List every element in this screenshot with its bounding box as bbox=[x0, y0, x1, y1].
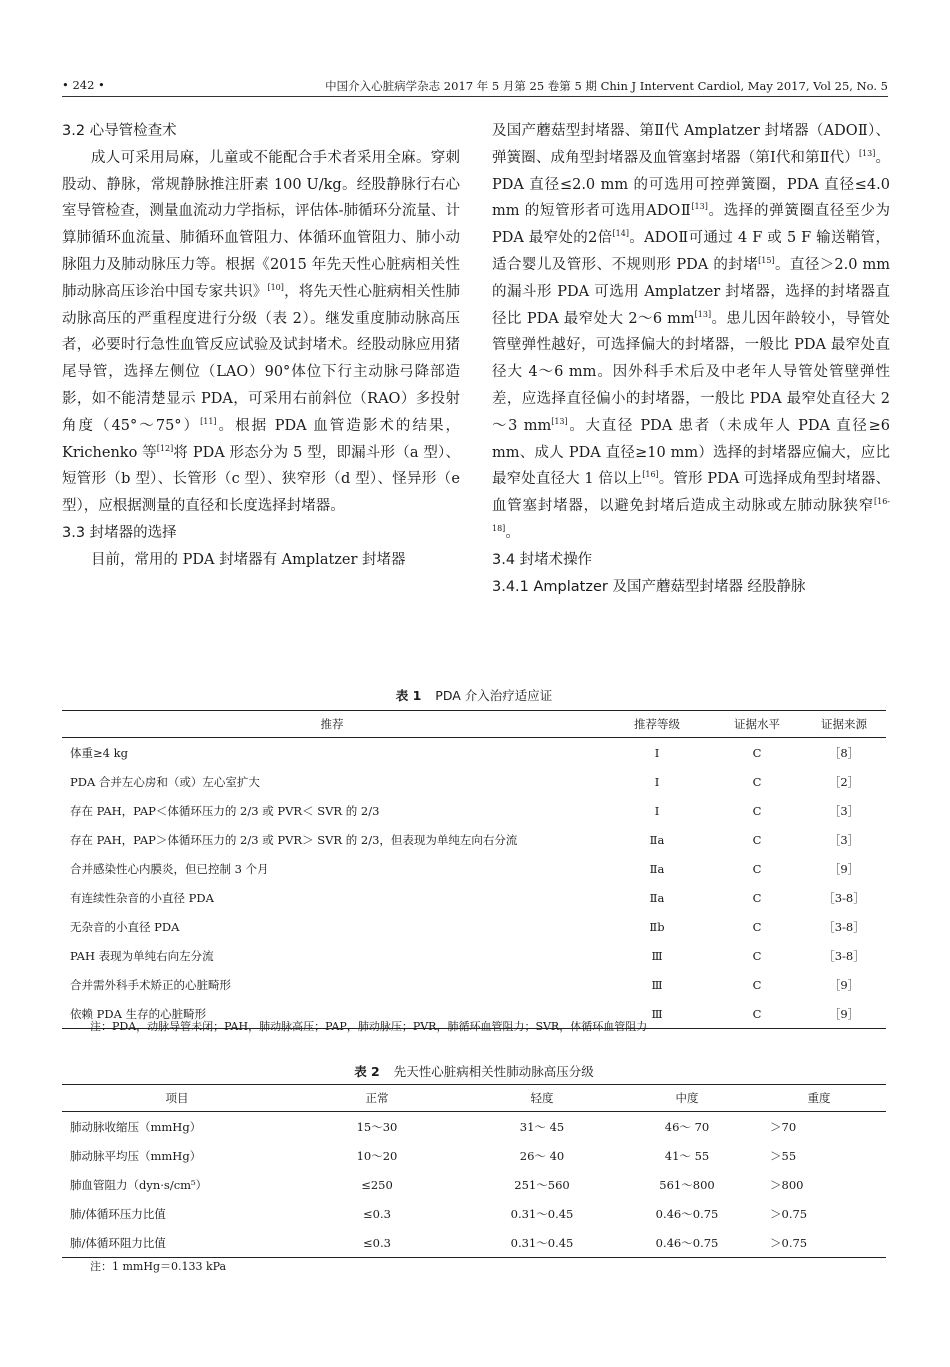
table2-label: 表 2 bbox=[354, 1064, 380, 1079]
table-row bbox=[62, 1228, 886, 1258]
table-cell: 依赖 PDA 生存的心脏畸形 bbox=[62, 999, 602, 1029]
table-cell: Ⅱa bbox=[649, 861, 665, 876]
table-cell: Ⅱa bbox=[649, 832, 665, 847]
table-cell: 31～ 45 bbox=[519, 1119, 565, 1134]
table-cell: ［9］ bbox=[828, 861, 860, 876]
table-cell: Ⅲ bbox=[651, 977, 663, 992]
paragraph-catheterization bbox=[62, 145, 460, 520]
table-cell: 0.46～0.75 bbox=[655, 1206, 719, 1221]
table-cell: 0.31～0.45 bbox=[510, 1206, 574, 1221]
text-run: 。PDA 直径≤2.0 mm 的可选用可控弹簧圈，PDA 直径≤4.0 mm 的短管形者可选用ADOⅡ bbox=[492, 149, 890, 220]
column-header: 项目 bbox=[62, 1085, 292, 1112]
table-cell: C bbox=[752, 861, 762, 876]
column-header: 中度 bbox=[622, 1085, 752, 1112]
table-cell: 10～20 bbox=[356, 1148, 398, 1163]
table-cell: Ⅰ bbox=[654, 774, 660, 789]
table-row bbox=[62, 1199, 886, 1228]
text-run: 。选择的弹簧圈直径至少为 PDA 最窄处的2倍 bbox=[492, 203, 890, 247]
table-cell: ≤0.3 bbox=[292, 1228, 462, 1258]
table-header-row bbox=[62, 1085, 886, 1112]
table-cell: ［3-8］ bbox=[823, 890, 865, 905]
table-row bbox=[62, 912, 886, 941]
table-cell: 合并感染性心内膜炎，但已控制 3 个月 bbox=[70, 861, 269, 876]
text-run: 。 bbox=[505, 524, 520, 541]
table2-body bbox=[62, 1112, 886, 1258]
column-header: 证据水平 bbox=[712, 711, 802, 738]
table-cell: C bbox=[752, 948, 762, 963]
text-run: 。直径＞2.0 mm的漏斗形 PDA 可选用 Amplatzer 封堵器，选择的封堵器直径比 PDA 最窄处大 2～6 mm bbox=[492, 256, 890, 327]
table-cell: ［8］ bbox=[828, 745, 860, 760]
table-header-row bbox=[62, 711, 886, 738]
table-cell: ［3-8］ bbox=[823, 948, 865, 963]
table-cell: PAH 表现为单纯右向左分流 bbox=[70, 948, 214, 963]
citation-ref: [16-18] bbox=[492, 497, 890, 533]
table-cell: 肺血管阻力（dyn·s/cm⁵） bbox=[70, 1177, 208, 1192]
table-cell: 0.46～0.75 bbox=[622, 1228, 752, 1258]
column-header: 证据来源 bbox=[802, 711, 886, 738]
table-row bbox=[62, 1170, 886, 1199]
table-cell: 0.31～0.45 bbox=[462, 1228, 622, 1258]
table-cell: 肺/体循环压力比值 bbox=[70, 1206, 166, 1221]
table-cell: 合并需外科手术矫正的心脏畸形 bbox=[70, 977, 231, 992]
table-cell: Ⅰ bbox=[654, 803, 660, 818]
table-cell: C bbox=[752, 745, 762, 760]
journal-citation: 中国介入心脏病学杂志 2017 年 5 月第 25 卷第 5 期 Chin J Intervent Cardiol, May 2017, Vol 25, No. 5 bbox=[325, 79, 888, 93]
column-header: 推荐 bbox=[62, 711, 602, 738]
table2-note: 注：1 mmHg＝0.133 kPa bbox=[90, 1260, 227, 1273]
table-cell: 15～30 bbox=[356, 1119, 398, 1134]
table-cell: 有连续性杂音的小直径 PDA bbox=[70, 890, 214, 905]
table-cell: Ⅰ bbox=[654, 745, 660, 760]
citation-ref: [16] bbox=[642, 470, 659, 480]
table-cell: C bbox=[712, 999, 802, 1029]
text-run: 成人可采用局麻，儿童或不能配合手术者采用全麻。穿刺股动、静脉，常规静脉推注肝素 100 U/kg。经股静脉行右心室导管检查，测量血流动力学指标，评估体-肺循环分流量、计算肺循环血流量、肺循环血管阻力、体循环血管阻力、肺小动脉阻力及肺动脉压力等。根据《2015 年先天性心脏病相关性肺动脉高压诊治中国专家共识》 bbox=[62, 149, 460, 300]
text-run: 将 PDA 形态分为 5 型，即漏斗形（a 型）、短管形（b 型）、长管形（c 型）、狭窄形（d 型）、怪异形（e 型），应根据测量的直径和长度选择封堵器。 bbox=[62, 444, 461, 515]
table1-body bbox=[62, 738, 886, 1029]
table-cell: 26～ 40 bbox=[519, 1148, 565, 1163]
table1-caption bbox=[62, 686, 886, 704]
table-cell: ［3］ bbox=[828, 803, 860, 818]
table-row bbox=[62, 1112, 886, 1142]
table1-note: 注：PDA，动脉导管未闭；PAH，肺动脉高压；PAP，肺动脉压；PVR，肺循环血管阻力；SVR，体循环血管阻力 bbox=[90, 1020, 648, 1033]
table-cell: C bbox=[752, 919, 762, 934]
table-cell: Ⅱa bbox=[649, 890, 665, 905]
citation-ref: [11] bbox=[200, 416, 217, 426]
text-run: 及国产蘑菇型封堵器、第Ⅱ代 Amplatzer 封堵器（ADOⅡ）、弹簧圈、成角型封堵器及血管塞封堵器（第Ⅰ代和第Ⅱ代） bbox=[492, 123, 890, 166]
citation-ref: [13] bbox=[691, 202, 708, 212]
table-row bbox=[62, 1141, 886, 1170]
table2-title: 先天性心脏病相关性肺动脉高压分级 bbox=[393, 1064, 594, 1079]
section-3-2-title: 3.2 心导管检查术 bbox=[62, 123, 177, 139]
table-cell: ＞70 bbox=[770, 1119, 797, 1134]
table-cell: 46～ 70 bbox=[664, 1119, 710, 1134]
table-row bbox=[62, 767, 886, 796]
table-cell: 存在 PAH，PAP＜体循环压力的 2/3 或 PVR＜ SVR 的 2/3 bbox=[70, 803, 380, 818]
citation-ref: [15] bbox=[758, 255, 775, 265]
table1-title: PDA 介入治疗适应证 bbox=[435, 688, 553, 703]
table-row bbox=[62, 738, 886, 768]
section-3-4-1-title: 3.4.1 Amplatzer 及国产蘑菇型封堵器 经股静脉 bbox=[492, 578, 806, 595]
table-cell: 561～800 bbox=[659, 1177, 715, 1192]
table-cell: C bbox=[752, 832, 762, 847]
table-cell: C bbox=[752, 774, 762, 789]
table-cell: C bbox=[752, 803, 762, 818]
section-3-3-title: 3.3 封堵器的选择 bbox=[62, 524, 177, 541]
column-header: 轻度 bbox=[462, 1085, 622, 1112]
citation-ref: [10] bbox=[267, 282, 284, 292]
table-cell: ≤0.3 bbox=[363, 1206, 391, 1221]
table-cell: ［9］ bbox=[828, 977, 860, 992]
column-header: 重度 bbox=[752, 1085, 886, 1112]
paragraph-occluder-cont bbox=[492, 118, 890, 547]
section-3-4-title: 3.4 封堵术操作 bbox=[492, 551, 593, 568]
table-cell: 251～560 bbox=[514, 1177, 570, 1192]
citation-ref: [13] bbox=[694, 309, 712, 319]
left-column bbox=[62, 118, 460, 574]
table-cell: Ⅱb bbox=[649, 919, 665, 934]
table-cell: ＞0.75 bbox=[770, 1206, 808, 1221]
citation-ref: [12] bbox=[156, 443, 174, 453]
table-cell: 体重≥4 kg bbox=[70, 745, 128, 760]
table-cell: ＞800 bbox=[770, 1177, 804, 1192]
text-run: ，将先天性心脏病相关性肺动脉高压的严重程度进行分级（表 2）。继发重度肺动脉高压者，必要时行急性血管反应试验及试封堵术。经股动脉应用猪尾导管，选择左侧位（LAO）90°体位下行主动脉弓降部造影，如不能清楚显示 PDA，可采用右前斜位（RAO）多投射角度（45°～75°） bbox=[62, 283, 461, 434]
table-cell: PDA 合并左心房和（或）左心室扩大 bbox=[70, 774, 260, 789]
table-cell: C bbox=[752, 977, 762, 992]
table-cell: 无杂音的小直径 PDA bbox=[70, 919, 180, 934]
table-cell: ［3-8］ bbox=[823, 919, 865, 934]
citation-ref: [13] bbox=[858, 148, 876, 158]
table1 bbox=[62, 710, 886, 1029]
text-run: 。大直径 PDA 患者（未成年人 PDA 直径≥6 mm、成人 PDA 直径≥10 mm）选择的封堵器应偏大，应比最窄处直径大 1 倍以上 bbox=[492, 417, 890, 488]
table-row bbox=[62, 941, 886, 970]
table1-label: 表 1 bbox=[395, 688, 422, 703]
table-cell: C bbox=[752, 890, 762, 905]
table-row bbox=[62, 825, 886, 854]
table2-caption bbox=[62, 1062, 886, 1080]
table-cell: ［3］ bbox=[828, 832, 860, 847]
table-cell: 41～ 55 bbox=[664, 1148, 710, 1163]
table-row bbox=[62, 970, 886, 999]
paragraph-occluder-start: 目前，常用的 PDA 封堵器有 Amplatzer 封堵器 bbox=[91, 551, 406, 568]
table-row bbox=[62, 796, 886, 825]
citation-ref: [14] bbox=[612, 229, 629, 239]
table-row bbox=[62, 854, 886, 883]
table-cell: ≤250 bbox=[361, 1177, 393, 1192]
column-header: 正常 bbox=[292, 1085, 462, 1112]
text-run: 。管形 PDA 可选择成角型封堵器、血管塞封堵器，以避免封堵后造成主动脉或左肺动脉狭窄 bbox=[492, 471, 890, 515]
table-cell: Ⅲ bbox=[651, 948, 663, 963]
table-cell: ［9］ bbox=[802, 999, 886, 1029]
running-header bbox=[62, 76, 888, 97]
table-cell: 肺动脉收缩压（mmHg） bbox=[70, 1119, 202, 1134]
table-cell: ＞0.75 bbox=[752, 1228, 886, 1258]
table-cell: 存在 PAH，PAP＞体循环压力的 2/3 或 PVR＞ SVR 的 2/3，但表现为单纯左向右分流 bbox=[70, 832, 518, 847]
column-header: 推荐等级 bbox=[602, 711, 712, 738]
table-row bbox=[62, 883, 886, 912]
right-column bbox=[492, 118, 890, 600]
table-cell: ＞55 bbox=[770, 1148, 797, 1163]
table-cell: ［2］ bbox=[828, 774, 860, 789]
table2 bbox=[62, 1084, 886, 1258]
text-run: 。ADOⅡ可通过 4 F 或 5 F 输送鞘管，适合婴儿及管形、不规则形 PDA 的封堵 bbox=[492, 230, 890, 273]
text-run: 。患儿因年龄较小，导管处管壁弹性越好，可选择偏大的封堵器，一般比 PDA 最窄处直径大 4～6 mm。因外科手术后及中老年人导管处管壁弹性差，应选择直径偏小的封堵器，一般比 PDA 最窄处直径大 2～3 mm bbox=[492, 310, 890, 434]
page-number: • 242 • bbox=[62, 78, 105, 92]
table-cell: 肺/体循环阻力比值 bbox=[62, 1228, 292, 1258]
table-cell: Ⅲ bbox=[602, 999, 712, 1029]
text-run: 。根据 PDA 血管造影术的结果，Krichenko 等 bbox=[62, 417, 460, 461]
table-cell: 肺动脉平均压（mmHg） bbox=[70, 1148, 202, 1163]
citation-ref: [13] bbox=[551, 416, 568, 426]
